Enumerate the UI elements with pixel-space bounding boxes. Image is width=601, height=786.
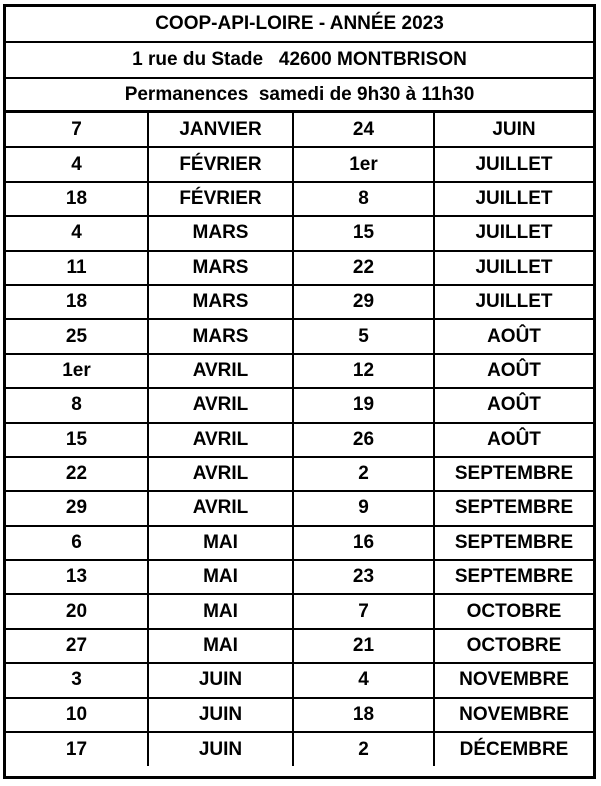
day-cell: 11 xyxy=(6,251,148,285)
day-cell: 4 xyxy=(293,663,434,697)
table-row xyxy=(6,560,593,594)
table-row xyxy=(6,285,593,319)
month-cell: MAI xyxy=(148,560,293,594)
day-cell: 22 xyxy=(6,457,148,491)
month-cell: JUILLET xyxy=(434,147,593,181)
table-row xyxy=(6,594,593,628)
day-cell: 10 xyxy=(6,698,148,732)
table-row xyxy=(6,629,593,663)
month-cell: SEPTEMBRE xyxy=(434,560,593,594)
day-cell: 29 xyxy=(6,491,148,525)
address-line: 1 rue du Stade 42600 MONTBRISON xyxy=(6,43,593,79)
day-cell: 7 xyxy=(6,113,148,147)
month-cell: MARS xyxy=(148,319,293,353)
schedule-sheet xyxy=(3,4,596,779)
month-cell: MARS xyxy=(148,285,293,319)
table-row xyxy=(6,251,593,285)
day-cell: 3 xyxy=(6,663,148,697)
day-cell: 18 xyxy=(6,182,148,216)
month-cell: JUILLET xyxy=(434,216,593,250)
month-cell: AOÛT xyxy=(434,354,593,388)
day-cell: 4 xyxy=(6,147,148,181)
month-cell: JUILLET xyxy=(434,251,593,285)
month-cell: MAI xyxy=(148,629,293,663)
month-cell: OCTOBRE xyxy=(434,629,593,663)
month-cell: FÉVRIER xyxy=(148,182,293,216)
month-cell: AVRIL xyxy=(148,457,293,491)
month-cell: DÉCEMBRE xyxy=(459,738,569,760)
month-cell: AVRIL xyxy=(148,388,293,422)
day-cell: 5 xyxy=(293,319,434,353)
month-cell: JUILLET xyxy=(434,285,593,319)
day-cell: 26 xyxy=(293,423,434,457)
month-cell: JUIN xyxy=(434,113,593,147)
month-cell: MARS xyxy=(148,251,293,285)
month-cell: SEPTEMBRE xyxy=(434,457,593,491)
table-row xyxy=(6,319,593,353)
month-cell: OCTOBRE xyxy=(434,594,593,628)
day-cell: 25 xyxy=(6,319,148,353)
month-cell: JUIN xyxy=(148,732,293,766)
month-cell: SEPTEMBRE xyxy=(434,526,593,560)
day-cell: 15 xyxy=(293,216,434,250)
month-cell: AVRIL xyxy=(148,423,293,457)
month-cell: JUILLET xyxy=(434,182,593,216)
table-row xyxy=(6,182,593,216)
table-row xyxy=(6,491,593,525)
day-cell: 22 xyxy=(293,251,434,285)
table-row xyxy=(6,663,593,697)
table-row xyxy=(6,526,593,560)
day-cell: 20 xyxy=(6,594,148,628)
day-cell: 16 xyxy=(293,526,434,560)
month-cell: AVRIL xyxy=(148,354,293,388)
month-cell: AOÛT xyxy=(434,423,593,457)
day-cell: 18 xyxy=(293,698,434,732)
table-row xyxy=(6,216,593,250)
day-cell: 15 xyxy=(6,423,148,457)
month-cell: NOVEMBRE xyxy=(434,698,593,732)
table-row xyxy=(6,423,593,457)
month-cell: JANVIER xyxy=(148,113,293,147)
day-cell: 2 xyxy=(293,732,434,766)
month-cell: AOÛT xyxy=(434,319,593,353)
table-row xyxy=(6,354,593,388)
month-cell: FÉVRIER xyxy=(148,147,293,181)
day-cell: 24 xyxy=(293,113,434,147)
table-row xyxy=(6,732,593,766)
dates-table xyxy=(6,113,593,766)
opening-hours-line: Permanences samedi de 9h30 à 11h30 xyxy=(6,79,593,113)
day-cell: 21 xyxy=(293,629,434,663)
month-cell: JUIN xyxy=(148,698,293,732)
day-cell: 23 xyxy=(293,560,434,594)
table-row xyxy=(6,147,593,181)
day-cell: 8 xyxy=(293,182,434,216)
day-cell: 1er xyxy=(293,147,434,181)
day-cell: 9 xyxy=(293,491,434,525)
day-cell: 6 xyxy=(6,526,148,560)
day-cell: 27 xyxy=(6,629,148,663)
month-cell: SEPTEMBRE xyxy=(434,491,593,525)
day-cell: 19 xyxy=(293,388,434,422)
day-cell: 2 xyxy=(293,457,434,491)
month-cell: NOVEMBRE xyxy=(434,663,593,697)
day-cell: 18 xyxy=(6,285,148,319)
day-cell: 29 xyxy=(293,285,434,319)
table-row xyxy=(6,388,593,422)
month-cell: MARS xyxy=(148,216,293,250)
month-cell: MAI xyxy=(148,594,293,628)
day-cell: 4 xyxy=(6,216,148,250)
day-cell: 17 xyxy=(6,732,148,766)
day-cell: 13 xyxy=(6,560,148,594)
day-cell: 12 xyxy=(293,354,434,388)
day-cell: 7 xyxy=(293,594,434,628)
table-row xyxy=(6,457,593,491)
month-cell: AOÛT xyxy=(434,388,593,422)
table-row xyxy=(6,113,593,147)
table-row xyxy=(6,698,593,732)
document-title: COOP-API-LOIRE - ANNÉE 2023 xyxy=(6,7,593,43)
month-cell: AVRIL xyxy=(148,491,293,525)
day-cell: 1er xyxy=(6,354,148,388)
day-cell: 8 xyxy=(6,388,148,422)
month-cell: MAI xyxy=(148,526,293,560)
month-cell: JUIN xyxy=(148,663,293,697)
